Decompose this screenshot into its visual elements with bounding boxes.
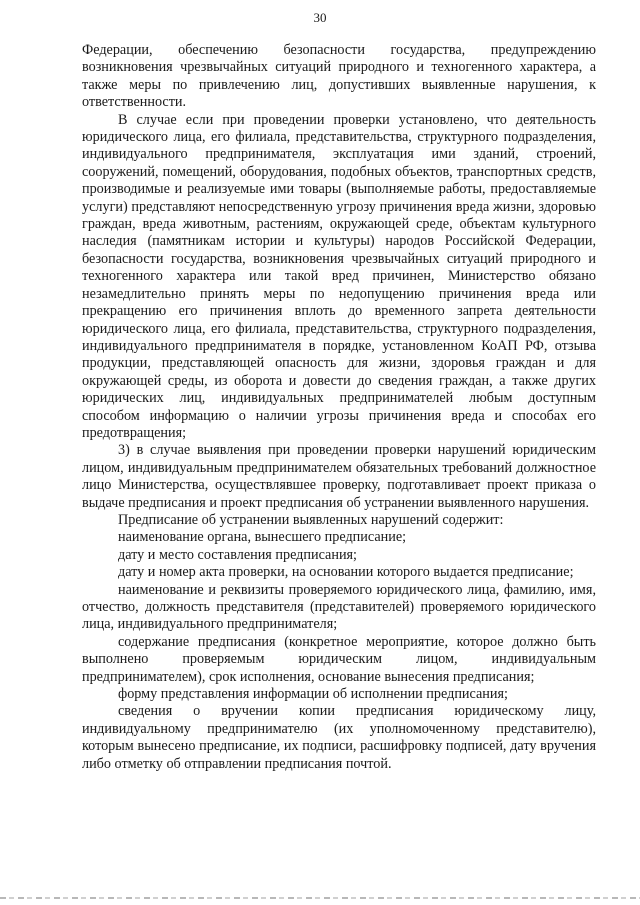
document-body: [82, 42, 596, 773]
paragraph-continuation: Федерации, обеспечению безопасности государства, предупреждению возникновения чрезвычайных ситуаций природного и техногенного характера, а также меры по привлечению лиц, допустивших выявленные нарушения, к ответственности.: [82, 42, 596, 111]
list-item: дату и номер акта проверки, на основании которого выдается предписание;: [118, 564, 574, 581]
list-item: форму представления информации об исполнении предписания;: [118, 686, 508, 703]
scan-edge-artifact: [0, 897, 640, 899]
list-item: наименование и реквизиты проверяемого юридического лица, фамилию, имя, отчество, должность представителя (представителей) проверяемого юридического лица, индивидуального предпринимателя;: [82, 581, 596, 633]
list-item: содержание предписания (конкретное мероприятие, которое должно быть выполнено проверяемым юридическим лицом, индивидуальным предпринимателем), срок исполнения, основание вынесения предписания;: [82, 633, 596, 685]
paragraph-item-3: 3) в случае выявления при проведении проверки нарушений юридическим лицом, индивидуальным предпринимателем обязательных требований должностное лицо Министерства, осуществлявшее проверку, подготавливает проект приказа о выдаче предписания и проект предписания об устранении выявленного нарушения.: [82, 442, 596, 511]
list-item: сведения о вручении копии предписания юридическому лицу, индивидуальному предпринимателю (их уполномоченному представителю), которым вынесено предписание, их подписи, расшифровку подписей, дату вручения либо отметку об отправлении предписания почтой.: [82, 703, 596, 772]
page-number: 30: [313, 10, 327, 25]
list-item: дату и место составления предписания;: [118, 546, 357, 563]
list-item: наименование органа, вынесшего предписание;: [118, 529, 407, 546]
paragraph-prescription-contents: Предписание об устранении выявленных нарушений содержит:: [118, 511, 504, 528]
paragraph-threat-measures: В случае если при проведении проверки установлено, что деятельность юридического лица, его филиала, представительства, структурного подразделения, индивидуального предпринимателя, эксплуатация ими зданий, строений, сооружений, помещений, оборудования, подобных объектов, транспортных средств, производимые и реализуемые ими товары (выполняемые работы, предоставляемые услуги) представляют непосредственную угрозу причинения вреда жизни, здоровью граждан, вреда животным, растениям, окружающей среде, объектам культурного наследия (памятникам истории и культуры) народов Российской Федерации, безопасности государства, возникновения чрезвычайных ситуаций природного и техногенного характера или такой вред причинен, Министерство обязано незамедлительно принять меры по недопущению причинения вреда или прекращению его причинения вплоть до временного запрета деятельности юридического лица, его филиала, представительства, структурного подразделения, индивидуального предпринимателя в порядке, установленном КоАП РФ, отзыва продукции, представляющей опасность для жизни, здоровья граждан и для окружающей среды, из оборота и довести до сведения граждан, а также других юридических лиц, индивидуальных предпринимателей любым доступным способом информацию о наличии угрозы причинения вреда и способах его предотвращения;: [82, 111, 596, 441]
